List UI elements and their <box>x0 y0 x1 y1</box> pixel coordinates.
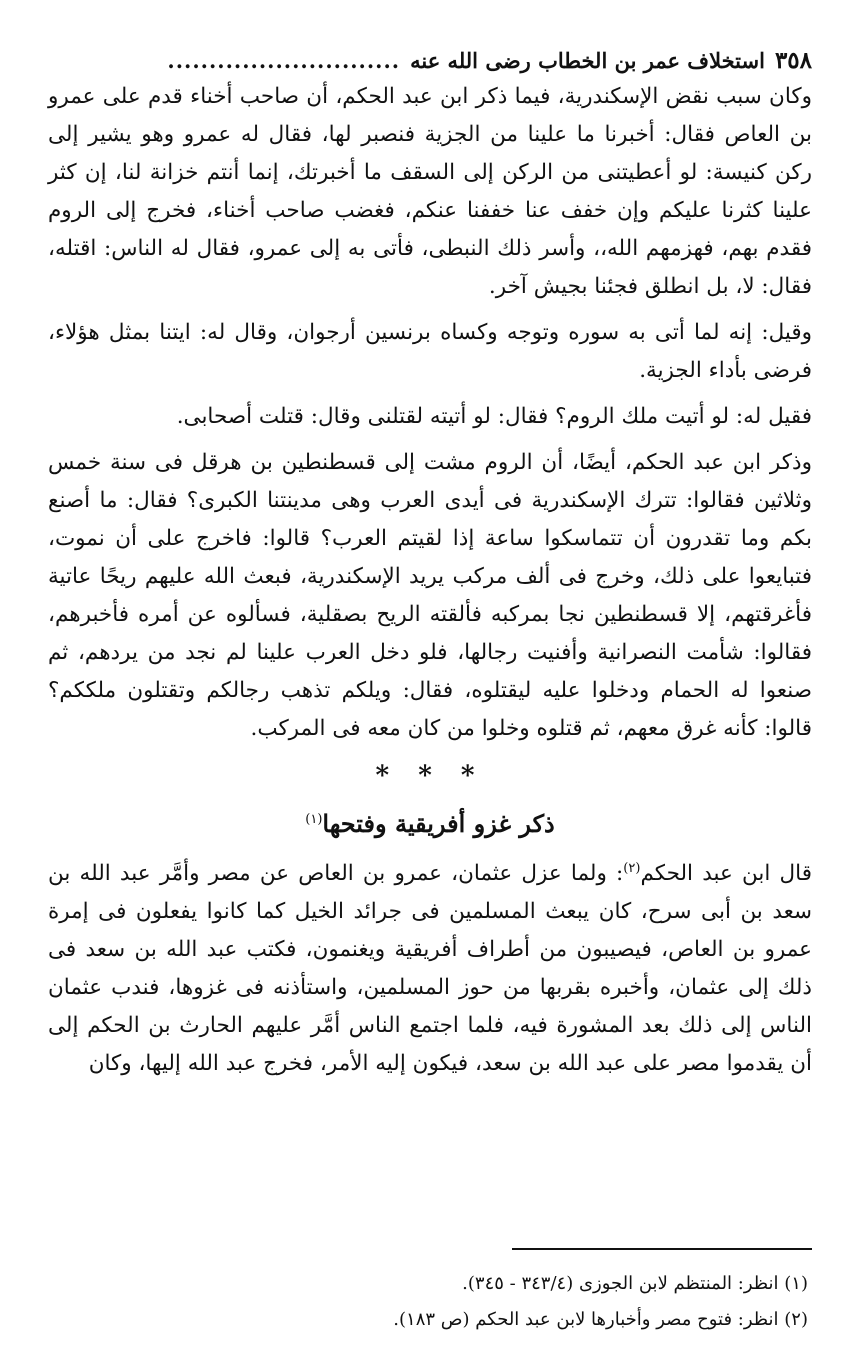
running-header <box>48 44 812 78</box>
section-separator-stars: * * * <box>375 761 485 791</box>
header-leader-dots: ............................ <box>167 48 401 73</box>
chapter-title: استخلاف عمر بن الخطاب رضى الله عنه <box>410 48 765 73</box>
paragraph-5-start: قال ابن عبد الحكم <box>640 861 813 887</box>
paragraph-1: وكان سبب نقض الإسكندرية، فيما ذكر ابن عبد الحكم، أن صاحب أخناء قدم على عمرو بن العاص فقال: أخبرنا ما علينا من الجزية فنصبر لها، فقال له عمرو وهو يشير إلى ركن كنيسة: لو أعطيتنى من الركن إلى السقف ما أخبرتك، إنما أنتم خزانة لنا، إن كثر علينا كثرنا عليكم وإن خفف عنا خففنا عنكم، فغضب صاحب أخناء، فخرج إلى الروم فقدم بهم، فهزمهم الله،، وأسر ذلك النبطى، فأتى به إلى عمرو، فقال له الناس: اقتله، فقال: لا، بل انطلق فجئنا بجيش آخر. <box>48 84 812 299</box>
section-heading <box>48 800 812 844</box>
paragraph-5-rest: : ولما عزل عثمان، عمرو بن العاص عن مصر وأمَّر عبد الله بن سعد بن أبى سرح، كان يبعث المسلمين فى جرائد الخيل كما كانوا يفعلون فى إمرة عمرو بن العاص، فيصيبون من أطراف أفريقية ويغنمون، فكتب عبد الله بن سعد فى ذلك إلى عثمان، وأخبره بقربها من حوز المسلمين، واستأذنه فى غزوها، فندب عثمان الناس إلى ذلك بعد المشورة فيه، فلما اجتمع الناس أمَّر عليهم الحارث بن الحكم إلى أن يقدموا مصر على عبد الله بن سعد، فيكون إليه الأمر، فخرج عبد الله إليها، وكان <box>48 861 812 1077</box>
paragraph-5 <box>48 850 812 1083</box>
footnote-2: (٢) انظر: فتوح مصر وأخبارها لابن عبد الحكم (ص ١٨٣). <box>393 1309 808 1330</box>
footnote-1: (١) انظر: المنتظم لابن الجوزى (٣٤٣/٤ - ٣٤٥). <box>462 1273 808 1294</box>
paragraph-4: وذكر ابن عبد الحكم، أيضًا، أن الروم مشت إلى قسطنطين بن هرقل فى سنة خمس وثلاثين فقالوا: تترك الإسكندرية فى أيدى العرب وهى مدينتنا الكبرى؟ فقال: ما أصنع بكم وما تقدرون أن تتماسكوا ساعة إذا لقيتم العرب؟ قالوا: فاخرج على أن نموت، فتبايعوا على ذلك، وخرج فى ألف مركب يريد الإسكندرية، فبعث الله عليهم ريحًا عاتية فأغرقتهم، إلا قسطنطين نجا بمركبه فألقته الريح بصقلية، فسألوه عن أمره فأخبرهم، فقالوا: شأمت النصرانية وأفنيت رجالها، فلو دخل العرب علينا لم نجد من يردهم، ثم صنعوا له الحمام ودخلوا عليه ليقتلوه، فقال: ويلكم تذهب رجالكم وتقتلون ملككم؟ قالوا: كأنه غرق معهم، ثم قتلوه وخلوا من كان معه فى المركب. <box>48 450 812 741</box>
page-number: ٣٥٨ <box>774 47 812 74</box>
footnotes <box>48 1266 808 1338</box>
paragraph-3: فقيل له: لو أتيت ملك الروم؟ فقال: لو أتيته لقتلنى وقال: قتلت أصحابى. <box>176 404 812 429</box>
footnote-divider <box>512 1248 812 1250</box>
footnote-ref-1[interactable]: (١) <box>305 812 323 827</box>
section-heading-text: ذكر غزو أفريقية وفتحها <box>322 809 555 838</box>
footnote-ref-2[interactable]: (٢) <box>623 861 641 876</box>
paragraph-2: وقيل: إنه لما أتى به سوره وتوجه وكساه برنسين أرجوان، وقال له: ايتنا بمثل هؤلاء، فرضى بأداء الجزية. <box>48 320 812 383</box>
